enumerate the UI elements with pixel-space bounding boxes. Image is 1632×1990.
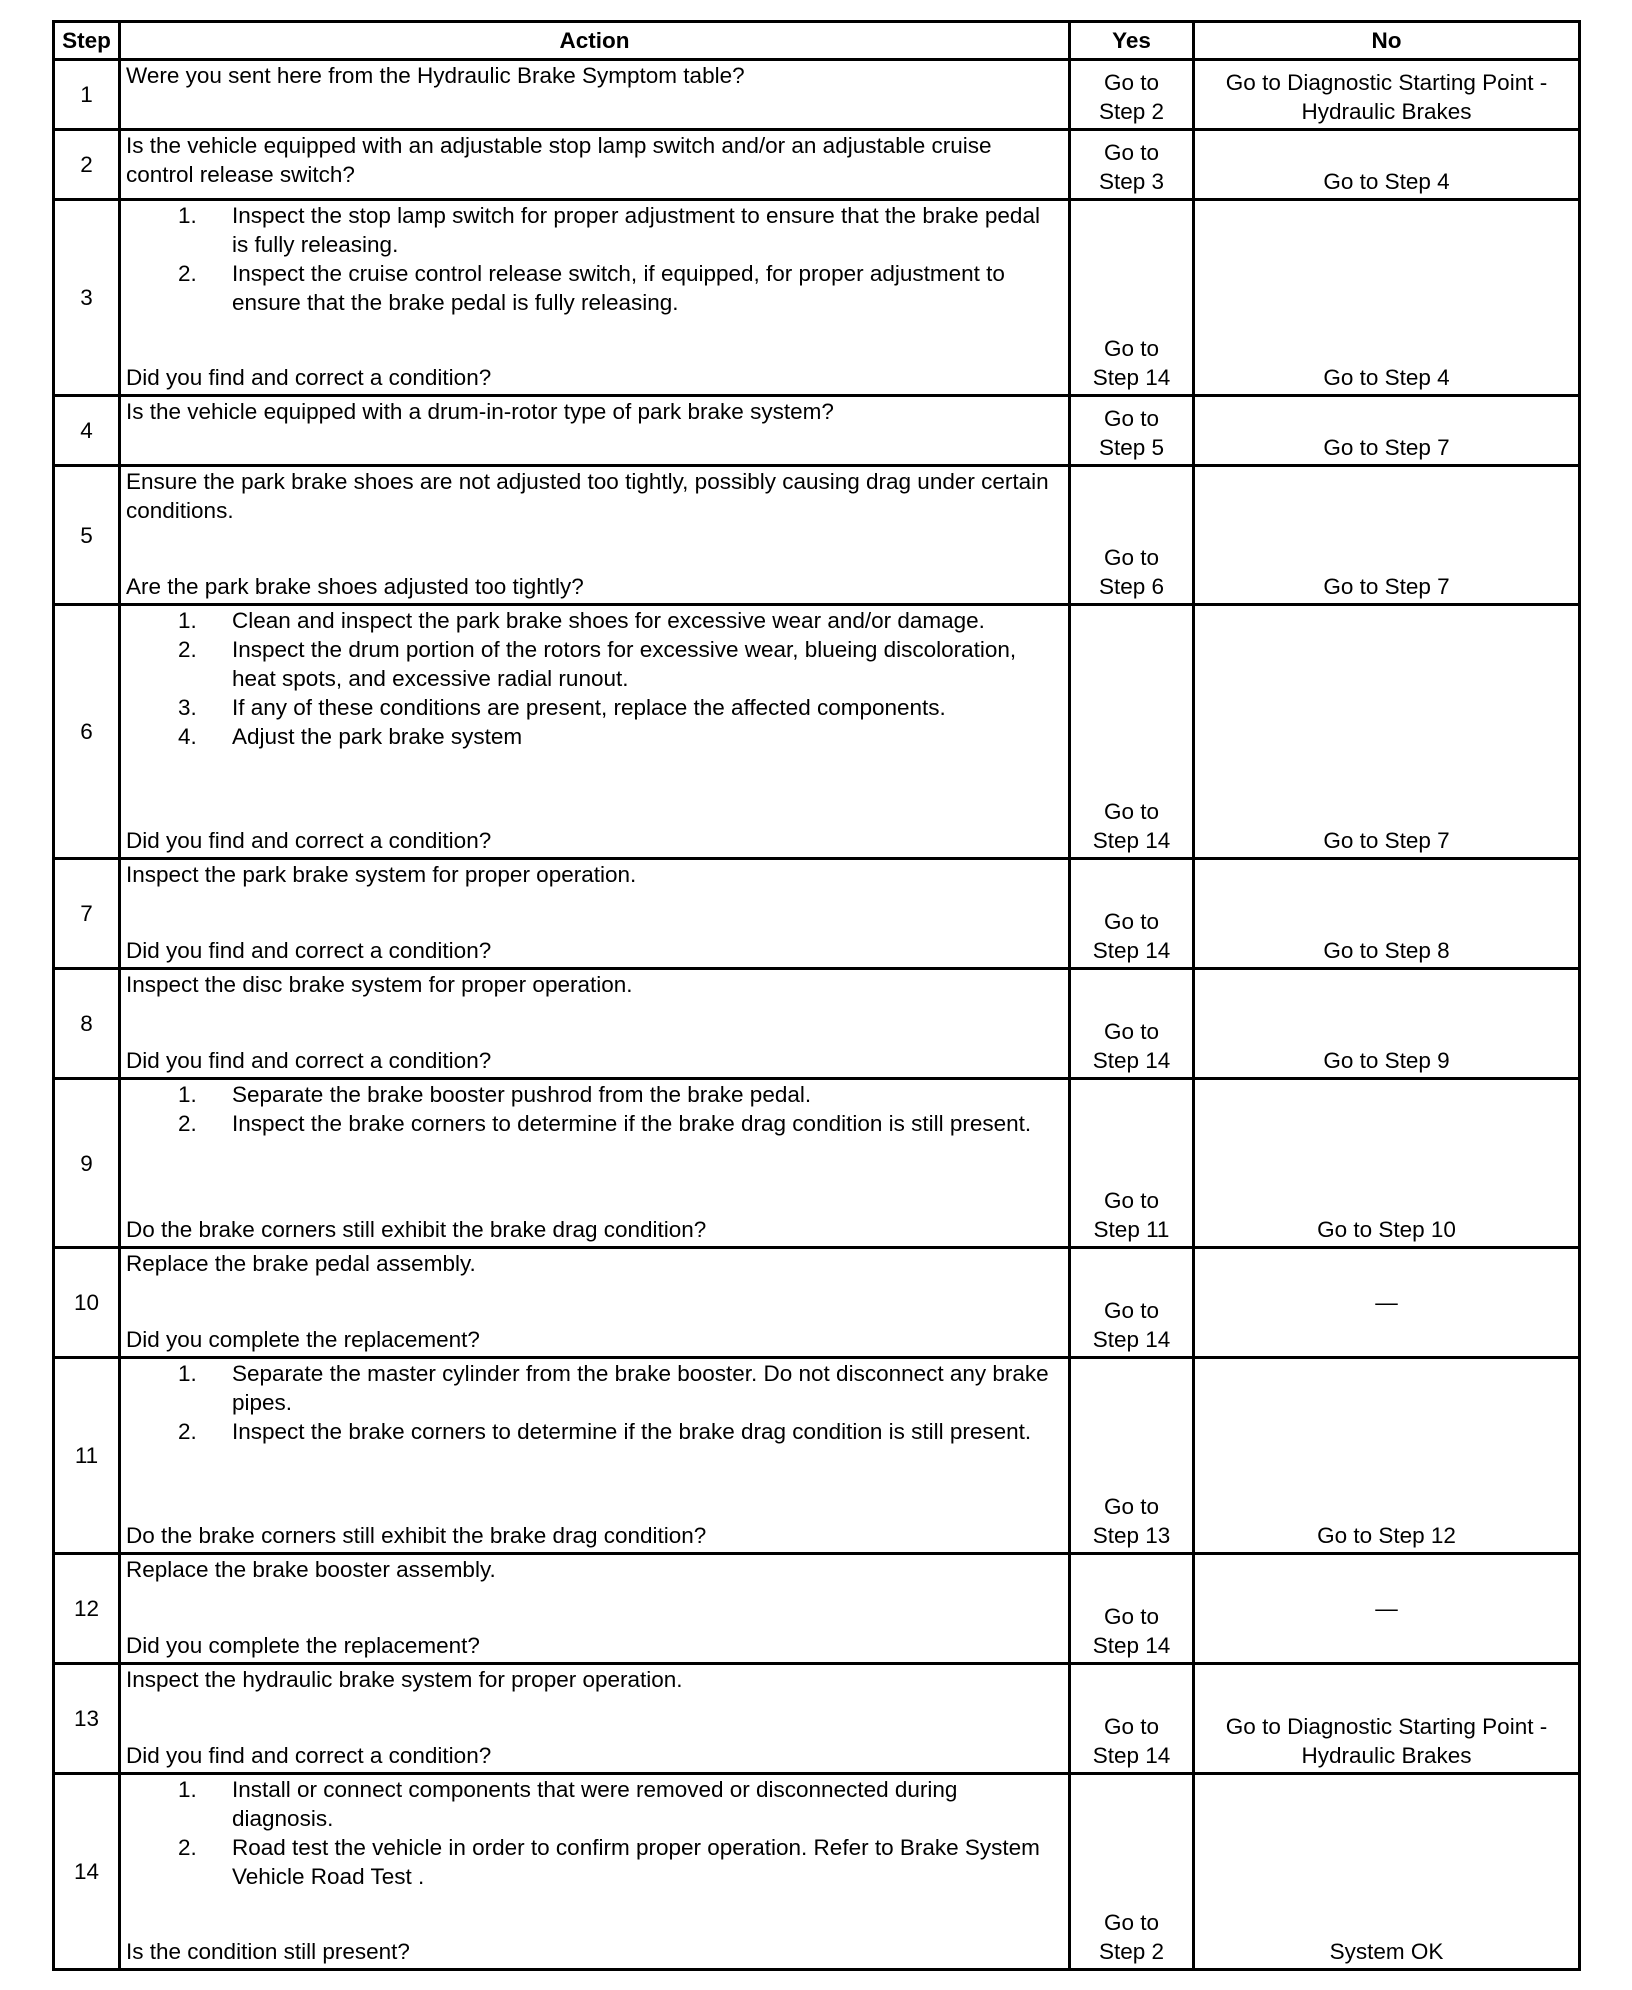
action-cell (120, 1079, 1070, 1248)
yes-result-line: Step 5 (1098, 435, 1165, 460)
yes-result (1070, 130, 1194, 200)
yes-result-line: Step 11 (1093, 1217, 1170, 1242)
action-text: Is the vehicle equipped with a drum-in-rotor type of park brake system? (126, 399, 834, 424)
no-result-line: Go to Step 9 (1323, 1048, 1450, 1073)
action-step-number: 1. (178, 203, 197, 228)
action-question: Do the brake corners still exhibit the brake drag condition? (126, 1217, 707, 1242)
action-content (121, 201, 1068, 394)
step-number: 7 (54, 859, 120, 969)
step-number: 8 (54, 969, 120, 1079)
action-cell (120, 1664, 1070, 1774)
action-step-item (126, 1417, 1062, 1446)
no-result (1194, 130, 1580, 200)
action-question: Did you complete the replacement? (126, 1327, 480, 1352)
step-number: 14 (54, 1774, 120, 1970)
yes-result-line: Go to (1103, 1604, 1160, 1629)
no-result (1194, 605, 1580, 859)
yes-result (1070, 200, 1194, 396)
action-cell (120, 60, 1070, 130)
action-step-text: Inspect the stop lamp switch for proper adjustment to ensure that the brake pedal is fully releasing. (232, 203, 1040, 257)
yes-result-line: Go to (1103, 545, 1160, 570)
no-result-line: Go to Step 12 (1317, 1523, 1456, 1548)
step-number: 5 (54, 466, 120, 605)
header-no: No (1194, 22, 1580, 60)
table-row (54, 60, 1580, 130)
yes-result-line: Go to (1103, 1298, 1160, 1323)
table-row (54, 605, 1580, 859)
action-body (126, 860, 1062, 889)
step-number: 3 (54, 200, 120, 396)
table-row (54, 466, 1580, 605)
table-row (54, 130, 1580, 200)
yes-result-line: Go to (1103, 336, 1160, 361)
step-number: 9 (54, 1079, 120, 1248)
action-body (126, 131, 1062, 189)
yes-result-line: Go to (1103, 406, 1160, 431)
action-content (121, 467, 1068, 603)
step-number: 11 (54, 1358, 120, 1554)
action-step-number: 1. (178, 1082, 197, 1107)
action-step-text: Install or connect components that were removed or disconnected during diagnosis. (232, 1777, 958, 1831)
action-step-item (126, 1359, 1062, 1417)
action-steps-list (126, 1080, 1062, 1138)
yes-result (1070, 466, 1194, 605)
action-body (126, 1249, 1062, 1278)
yes-result (1070, 60, 1194, 130)
action-content (121, 1249, 1068, 1356)
action-cell (120, 1248, 1070, 1358)
yes-result-line: Go to (1103, 70, 1160, 95)
yes-result-line: Step 2 (1098, 99, 1165, 124)
action-steps-list (126, 1359, 1062, 1446)
action-step-number: 2. (178, 1835, 197, 1860)
action-question: Did you find and correct a condition? (126, 828, 492, 853)
table-row (54, 1079, 1580, 1248)
action-step-number: 3. (178, 695, 197, 720)
no-result-line: Go to Step 4 (1323, 169, 1450, 194)
action-text: Is the vehicle equipped with an adjustable stop lamp switch and/or an adjustable cruise control release switch? (126, 133, 992, 187)
action-step-number: 2. (178, 261, 197, 286)
action-step-text: Clean and inspect the park brake shoes for excessive wear and/or damage. (232, 608, 985, 633)
action-step-text: Inspect the brake corners to determine if the brake drag condition is still present. (232, 1419, 1032, 1444)
yes-result-line: Step 14 (1092, 1327, 1171, 1352)
action-step-item (126, 1775, 1062, 1833)
action-step-item (126, 1080, 1062, 1109)
action-content (121, 1359, 1068, 1552)
action-step-text: If any of these conditions are present, replace the affected components. (232, 695, 946, 720)
no-result-line: Go to Step 4 (1323, 365, 1450, 390)
action-text: Replace the brake booster assembly. (126, 1557, 496, 1582)
yes-result (1070, 1664, 1194, 1774)
action-step-text: Separate the brake booster pushrod from the brake pedal. (232, 1082, 812, 1107)
no-result (1194, 1664, 1580, 1774)
no-result-line: Go to Step 8 (1323, 938, 1450, 963)
action-step-text: Adjust the park brake system (232, 724, 523, 749)
header-yes: Yes (1070, 22, 1194, 60)
yes-result-line: Step 14 (1092, 1048, 1171, 1073)
action-step-item (126, 606, 1062, 635)
yes-result-line: Go to (1103, 1188, 1160, 1213)
table-body (54, 60, 1580, 1970)
action-cell (120, 1358, 1070, 1554)
yes-result (1070, 396, 1194, 466)
action-step-item (126, 201, 1062, 259)
action-question: Did you find and correct a condition? (126, 365, 492, 390)
action-cell (120, 466, 1070, 605)
table-row (54, 1248, 1580, 1358)
no-result (1194, 1774, 1580, 1970)
no-result-line: System OK (1329, 1939, 1444, 1964)
action-cell (120, 130, 1070, 200)
action-step-text: Separate the master cylinder from the brake booster. Do not disconnect any brake pipes. (232, 1361, 1049, 1415)
action-steps-list (126, 201, 1062, 317)
yes-result (1070, 859, 1194, 969)
action-step-item (126, 635, 1062, 693)
action-text: Were you sent here from the Hydraulic Brake Symptom table? (126, 63, 745, 88)
action-question: Did you find and correct a condition? (126, 1743, 492, 1768)
yes-result-line: Go to (1103, 1019, 1160, 1044)
table-row (54, 1664, 1580, 1774)
action-body (126, 1775, 1062, 1891)
no-result-line: Go to Step 7 (1323, 828, 1450, 853)
action-content (121, 970, 1068, 1077)
action-body (126, 201, 1062, 317)
action-steps-list (126, 606, 1062, 751)
no-result (1194, 859, 1580, 969)
step-number: 4 (54, 396, 120, 466)
no-result (1194, 1554, 1580, 1664)
action-cell (120, 969, 1070, 1079)
yes-result-line: Go to (1103, 1494, 1160, 1519)
action-step-text: Road test the vehicle in order to confirm proper operation. Refer to Brake System Vehicle Road Test . (232, 1835, 1040, 1889)
action-content (121, 606, 1068, 857)
action-text: Ensure the park brake shoes are not adjusted too tightly, possibly causing drag under certain conditions. (126, 469, 1049, 523)
table-row (54, 859, 1580, 969)
table-row (54, 1554, 1580, 1664)
table-row (54, 1358, 1580, 1554)
step-number: 2 (54, 130, 120, 200)
action-content (121, 1555, 1068, 1662)
no-result (1194, 200, 1580, 396)
step-number: 1 (54, 60, 120, 130)
yes-result (1070, 1248, 1194, 1358)
table-row (54, 396, 1580, 466)
no-result (1194, 466, 1580, 605)
no-result (1194, 969, 1580, 1079)
step-number: 10 (54, 1248, 120, 1358)
no-result (1194, 1079, 1580, 1248)
table-row (54, 969, 1580, 1079)
yes-result-line: Step 14 (1092, 938, 1171, 963)
yes-result (1070, 1774, 1194, 1970)
action-step-number: 2. (178, 637, 197, 662)
action-question: Did you find and correct a condition? (126, 938, 492, 963)
action-step-text: Inspect the drum portion of the rotors for excessive wear, blueing discoloration, heat spots, and excessive radial runout. (232, 637, 1017, 691)
yes-result-line: Go to (1103, 799, 1160, 824)
yes-result-line: Step 6 (1098, 574, 1165, 599)
yes-result-line: Go to (1103, 909, 1160, 934)
action-step-number: 1. (178, 1361, 197, 1386)
table-row (54, 1774, 1580, 1970)
yes-result-line: Step 14 (1092, 828, 1171, 853)
action-step-item (126, 1109, 1062, 1138)
yes-result-line: Step 14 (1092, 1633, 1171, 1658)
action-text: Inspect the park brake system for proper operation. (126, 862, 637, 887)
no-result (1194, 1358, 1580, 1554)
action-cell (120, 605, 1070, 859)
table-row (54, 200, 1580, 396)
step-number: 6 (54, 605, 120, 859)
action-step-number: 2. (178, 1111, 197, 1136)
action-body (126, 1555, 1062, 1584)
yes-result (1070, 969, 1194, 1079)
yes-result-line: Step 3 (1098, 169, 1165, 194)
action-body (126, 467, 1062, 525)
diagnostic-table (52, 20, 1581, 1971)
header-row (54, 22, 1580, 60)
yes-result-line: Go to (1103, 140, 1160, 165)
action-question: Do the brake corners still exhibit the brake drag condition? (126, 1523, 707, 1548)
action-step-number: 1. (178, 608, 197, 633)
action-content (121, 1665, 1068, 1772)
action-step-number: 4. (178, 724, 197, 749)
action-step-item (126, 722, 1062, 751)
no-result-line: — (1375, 1290, 1398, 1315)
action-question: Did you complete the replacement? (126, 1633, 480, 1658)
action-question: Is the condition still present? (126, 1939, 410, 1964)
yes-result-line: Step 14 (1092, 365, 1171, 390)
action-content (121, 1775, 1068, 1968)
action-text: Inspect the hydraulic brake system for proper operation. (126, 1667, 683, 1692)
action-body (126, 61, 1062, 90)
action-content (121, 1080, 1068, 1246)
no-result-line: — (1375, 1596, 1398, 1621)
action-cell (120, 200, 1070, 396)
action-steps-list (126, 1775, 1062, 1891)
action-body (126, 1080, 1062, 1138)
action-step-text: Inspect the brake corners to determine if the brake drag condition is still present. (232, 1111, 1032, 1136)
action-body (126, 1665, 1062, 1694)
action-step-item (126, 1833, 1062, 1891)
step-number: 13 (54, 1664, 120, 1774)
action-cell (120, 859, 1070, 969)
no-result-line: Hydraulic Brakes (1301, 99, 1472, 124)
no-result-line: Go to Step 7 (1323, 574, 1450, 599)
action-step-item (126, 693, 1062, 722)
action-content (121, 61, 1068, 128)
action-body (126, 397, 1062, 426)
no-result-line: Go to Step 7 (1323, 435, 1450, 460)
yes-result (1070, 1554, 1194, 1664)
action-cell (120, 396, 1070, 466)
no-result (1194, 396, 1580, 466)
yes-result (1070, 605, 1194, 859)
action-step-number: 2. (178, 1419, 197, 1444)
no-result-line: Hydraulic Brakes (1301, 1743, 1472, 1768)
yes-result-line: Step 2 (1098, 1939, 1165, 1964)
action-content (121, 860, 1068, 967)
header-action: Action (120, 22, 1070, 60)
action-step-number: 1. (178, 1777, 197, 1802)
action-question: Are the park brake shoes adjusted too tightly? (126, 574, 584, 599)
action-body (126, 970, 1062, 999)
action-text: Inspect the disc brake system for proper operation. (126, 972, 633, 997)
action-step-item (126, 259, 1062, 317)
action-content (121, 397, 1068, 464)
action-cell (120, 1774, 1070, 1970)
yes-result-line: Step 13 (1092, 1523, 1171, 1548)
yes-result-line: Step 14 (1092, 1743, 1171, 1768)
no-result-line: Go to Diagnostic Starting Point - (1225, 70, 1548, 95)
action-text: Replace the brake pedal assembly. (126, 1251, 476, 1276)
no-result (1194, 1248, 1580, 1358)
header-step: Step (54, 22, 120, 60)
action-body (126, 1359, 1062, 1446)
yes-result-line: Go to (1103, 1714, 1160, 1739)
action-cell (120, 1554, 1070, 1664)
yes-result (1070, 1079, 1194, 1248)
no-result-line: Go to Diagnostic Starting Point - (1225, 1714, 1548, 1739)
action-step-text: Inspect the cruise control release switch, if equipped, for proper adjustment to ensure that the brake pedal is fully releasing. (232, 261, 1005, 315)
yes-result-line: Go to (1103, 1910, 1160, 1935)
action-body (126, 606, 1062, 751)
no-result-line: Go to Step 10 (1317, 1217, 1456, 1242)
step-number: 12 (54, 1554, 120, 1664)
no-result (1194, 60, 1580, 130)
action-content (121, 131, 1068, 198)
action-question: Did you find and correct a condition? (126, 1048, 492, 1073)
yes-result (1070, 1358, 1194, 1554)
